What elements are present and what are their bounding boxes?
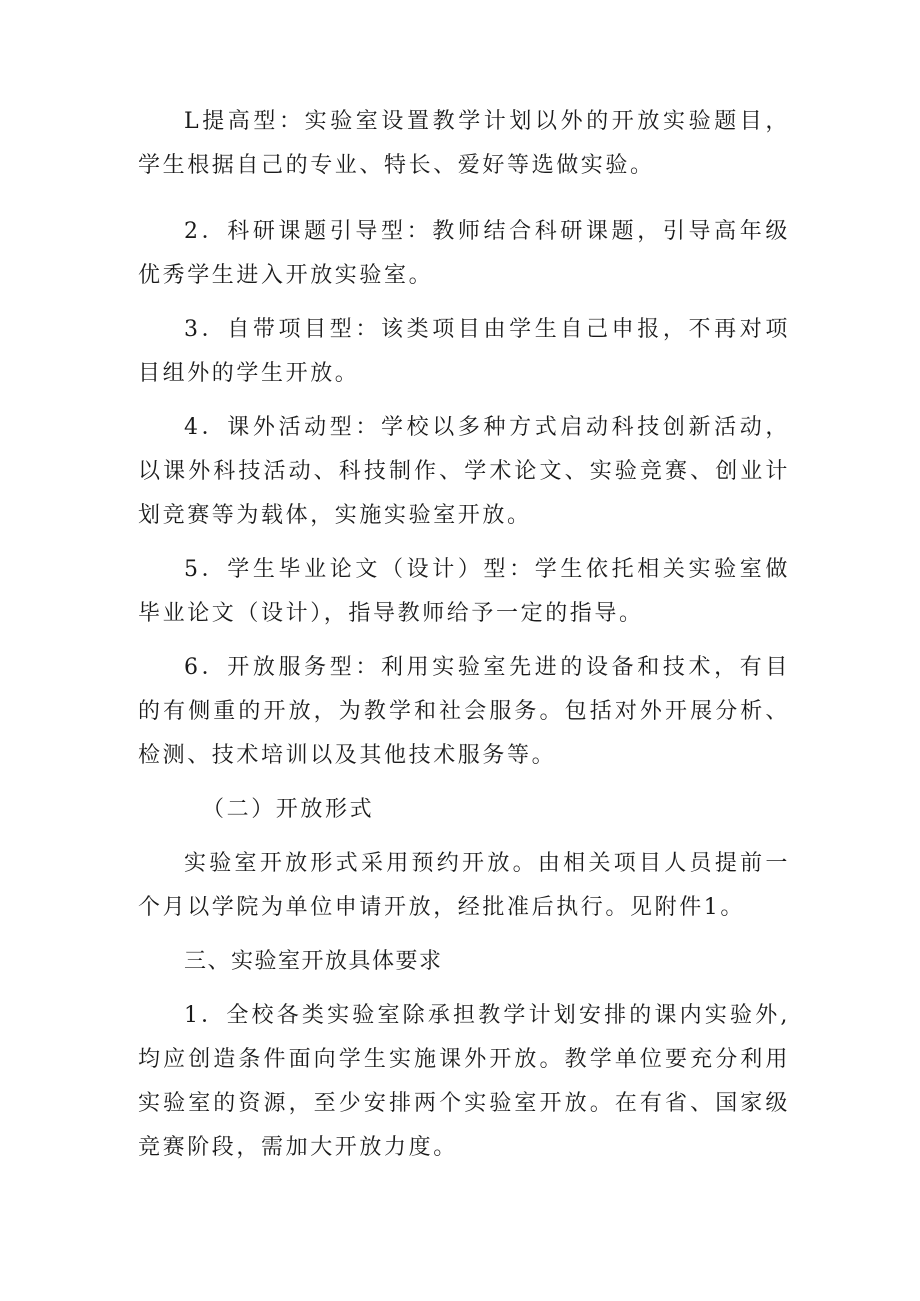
paragraph-requirement-1: 1．全校各类实验室除承担教学计划安排的课内实验外,均应创造条件面向学生实施课外开放。教学单位要充分利用实验室的资源，至少安排两个实验室开放。在有省、国家级竞赛阶段，需加大开放力度。 [138, 1003, 790, 1160]
paragraph-research-guided-type: 2．科研课题引导型：教师结合科研课题，引导高年级优秀学生进入开放实验室。 [138, 219, 790, 288]
subsection-heading-open-form: （二）开放形式 [202, 797, 375, 822]
paragraph-extracurricular-type: 4．课外活动型：学校以多种方式启动科技创新活动，以课外科技活动、科技制作、学术论文、实验竞赛、创业计划竞赛等为载体，实施实验室开放。 [138, 415, 790, 528]
paragraph-improvement-type: L提高型：实验室设置教学计划以外的开放实验题目，学生根据自己的专业、特长、爱好等选做实验。 [138, 109, 790, 178]
paragraph-graduation-thesis-type: 5．学生毕业论文（设计）型：学生依托相关实验室做毕业论文（设计），指导教师给予一定的指导。 [138, 557, 790, 626]
paragraph-open-form: 实验室开放形式采用预约开放。由相关项目人员提前一个月以学院为单位申请开放，经批准后执行。见附件1。 [138, 851, 790, 920]
document-page [138, 100, 790, 1180]
section-heading-requirements: 三、实验室开放具体要求 [184, 949, 443, 974]
paragraph-self-project-type: 3．自带项目型：该类项目由学生自己申报，不再对项目组外的学生开放。 [138, 317, 790, 386]
paragraph-open-service-type: 6．开放服务型：利用实验室先进的设备和技术，有目的有侧重的开放，为教学和社会服务。包括对外开展分析、检测、技术培训以及其他技术服务等。 [138, 655, 790, 768]
